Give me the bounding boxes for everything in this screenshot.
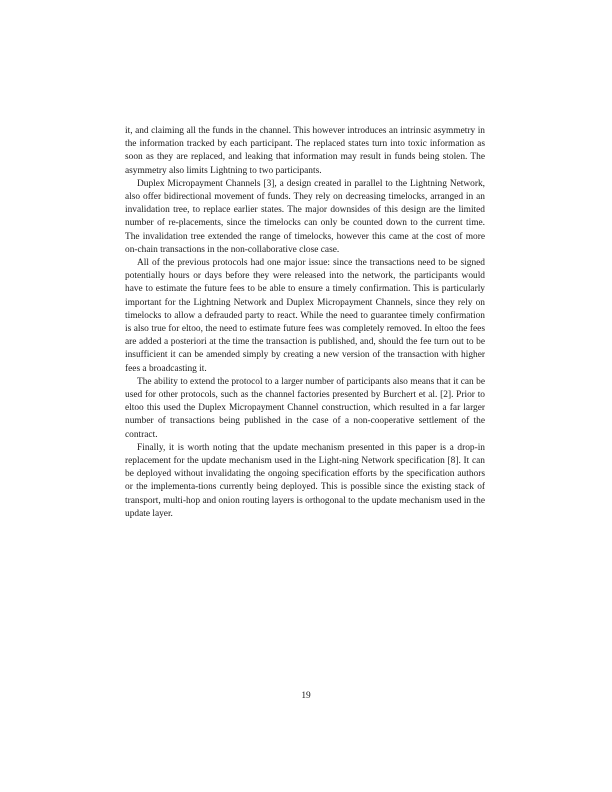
page-body	[125, 125, 485, 521]
paragraph-5: Finally, it is worth noting that the update mechanism presented in this paper is a drop-in replacement for the update mechanism used in the Light-ning Network specification [8]. It can be deployed without invalidating the ongoing specification efforts by the specification authors or the implementa-tions currently being deployed. This is possible since the existing stack of transport, multi-hop and onion routing layers is orthogonal to the update mechanism used in the update layer.	[125, 442, 485, 519]
paragraph-2: Duplex Micropayment Channels [3], a design created in parallel to the Lightning Network, also offer bidirectional movement of funds. They rely on decreasing timelocks, arranged in an invalidation tree, to replace earlier states. The major downsides of this design are the limited number of re-placements, since the timelocks can only be counted down to the current time. The invalidation tree extended the range of timelocks, however this came at the cost of more on-chain transactions in the non-collaborative close case.	[125, 178, 485, 255]
page-number: 19	[301, 691, 311, 701]
paragraph-4: The ability to extend the protocol to a larger number of participants also means that it can be used for other protocols, such as the channel factories presented by Burchert et al. [2]. Prior to eltoo this used the Duplex Micropayment Channel construction, which resulted in a far larger number of transactions being published in the case of a non-cooperative settlement of the contract.	[125, 376, 485, 440]
paragraph-1: it, and claiming all the funds in the channel. This however introduces an intrinsic asymmetry in the information tracked by each participant. The replaced states turn into toxic information as soon as they are replaced, and leaking that information may result in funds being stolen. The asymmetry also limits Lightning to two participants.	[125, 126, 485, 176]
paragraph-3: All of the previous protocols had one major issue: since the transactions need to be signed potentially hours or days before they were released into the network, the participants would have to estimate the future fees to be able to ensure a timely confirmation. This is particularly important for the Lightning Network and Duplex Micropayment Channels, since they rely on timelocks to allow a defrauded party to react. While the need to guarantee timely confirmation is also true for eltoo, the need to estimate future fees was completely removed. In eltoo the fees are added a posteriori at the time the transaction is published, and, should the fee turn out to be insufficient it can be amended simply by creating a new version of the transaction with higher fees a broadcasting it.	[125, 258, 485, 374]
